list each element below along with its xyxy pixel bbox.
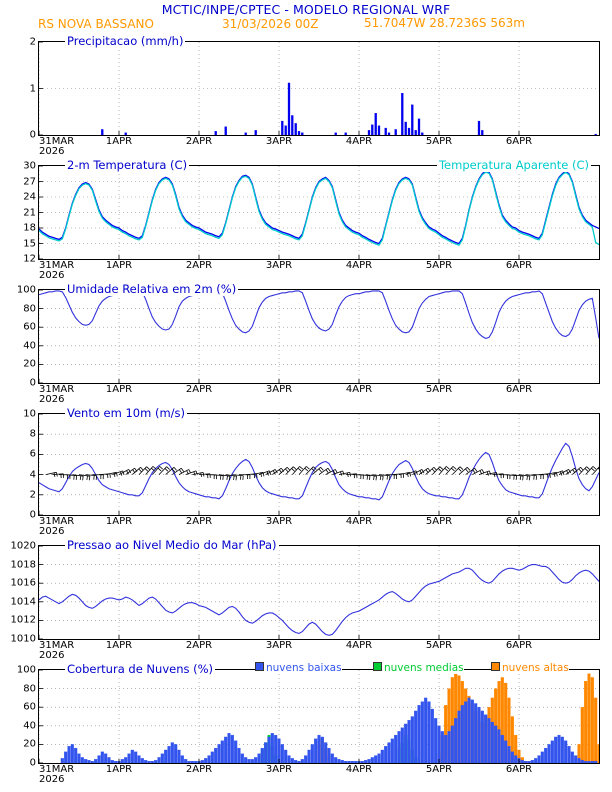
chart-panel-4 — [10, 538, 600, 661]
x-tick-label: 6APR — [505, 260, 533, 271]
x-tick-label: 31MAR — [39, 764, 75, 775]
x-tick-label: 2APR — [185, 136, 213, 147]
y-tick-label: 100 — [16, 284, 36, 296]
x-tick-label: 2APR — [185, 764, 213, 775]
x-tick-label: 1APR — [105, 640, 133, 651]
panel-title-4: Pressao ao Nivel Medio do Mar (hPa) — [67, 538, 277, 552]
y-tick-label: 8 — [29, 428, 36, 440]
x-tick-label: 3APR — [265, 260, 293, 271]
y-tick-label: 10 — [23, 408, 36, 420]
x-axis-year: 2026 — [39, 146, 65, 157]
x-tick-label: 4APR — [345, 640, 373, 651]
legend-item-1 — [373, 662, 464, 674]
y-tick-label: 40 — [23, 720, 36, 732]
legend-swatch-0 — [255, 662, 264, 671]
x-tick-label: 31MAR — [39, 516, 75, 527]
y-tick-label: 80 — [23, 683, 36, 695]
y-tick-label: 1016 — [10, 577, 36, 589]
x-tick-label: 3APR — [265, 384, 293, 395]
x-tick-label: 5APR — [425, 764, 453, 775]
y-tick-label: 4 — [29, 469, 36, 481]
x-tick-label: 31MAR — [39, 260, 75, 271]
x-axis-year: 2026 — [39, 270, 65, 281]
y-tick-label: 30 — [23, 160, 36, 172]
y-tick-label: 0 — [29, 757, 36, 769]
x-tick-label: 3APR — [265, 516, 293, 527]
x-tick-label: 5APR — [425, 384, 453, 395]
x-tick-label: 1APR — [105, 260, 133, 271]
y-tick-label: 18 — [23, 222, 36, 234]
x-axis-year: 2026 — [39, 774, 65, 785]
y-tick-label: 15 — [23, 238, 36, 249]
station-coords: 51.7047W 28.7236S 563m — [364, 16, 525, 30]
x-tick-label: 31MAR — [39, 136, 75, 147]
x-tick-label: 5APR — [425, 516, 453, 527]
x-tick-label: 4APR — [345, 764, 373, 775]
legend-item-0 — [255, 662, 342, 674]
legend-label-2: nuvens altas — [502, 662, 569, 674]
y-tick-label: 2 — [29, 489, 36, 501]
y-tick-label: 100 — [16, 664, 36, 676]
chart-panel-1 — [23, 158, 600, 281]
chart-panel-0 — [29, 34, 600, 157]
y-tick-label: 60 — [23, 701, 36, 713]
panel-title-3: Vento em 10m (m/s) — [67, 406, 186, 420]
x-tick-label: 5APR — [425, 640, 453, 651]
y-tick-label: 0 — [29, 509, 36, 521]
y-tick-label: 40 — [23, 340, 36, 352]
x-axis-year: 2026 — [39, 650, 65, 661]
x-tick-label: 4APR — [345, 260, 373, 271]
x-axis-year: 2026 — [39, 526, 65, 537]
y-tick-label: 2 — [29, 36, 36, 48]
y-tick-label: 20 — [23, 738, 36, 750]
legend-label-1: nuvens medias — [384, 662, 464, 674]
y-tick-label: 1018 — [10, 559, 36, 571]
y-tick-label: 0 — [29, 377, 36, 389]
x-tick-label: 31MAR — [39, 640, 75, 651]
x-tick-label: 1APR — [105, 136, 133, 147]
y-tick-label: 24 — [23, 191, 36, 203]
y-tick-label: 1014 — [10, 596, 36, 608]
y-tick-label: 27 — [23, 176, 36, 187]
run-date: 31/03/2026 00Z — [222, 17, 319, 31]
y-tick-label: 80 — [23, 303, 36, 315]
x-tick-label: 6APR — [505, 136, 533, 147]
x-tick-label: 2APR — [185, 516, 213, 527]
legend-label-0: nuvens baixas — [266, 662, 342, 674]
x-tick-label: 4APR — [345, 136, 373, 147]
x-tick-label: 4APR — [345, 384, 373, 395]
x-tick-label: 5APR — [425, 136, 453, 147]
x-tick-label: 5APR — [425, 260, 453, 271]
y-tick-label: 1010 — [10, 633, 36, 645]
y-tick-label: 20 — [23, 358, 36, 370]
y-tick-label: 1020 — [10, 540, 36, 552]
chart-panel-2 — [16, 282, 600, 405]
x-axis-year: 2026 — [39, 394, 65, 405]
x-tick-label: 6APR — [505, 384, 533, 395]
y-tick-label: 60 — [23, 321, 36, 333]
x-tick-label: 1APR — [105, 764, 133, 775]
legend-item-2 — [491, 662, 569, 674]
x-tick-label: 1APR — [105, 384, 133, 395]
station-name: RS NOVA BASSANO — [38, 17, 154, 31]
x-tick-label: 2APR — [185, 384, 213, 395]
chart-panel-3 — [23, 406, 600, 537]
x-tick-label: 3APR — [265, 640, 293, 651]
x-tick-label: 31MAR — [39, 384, 75, 395]
panel-title-0: Precipitacao (mm/h) — [67, 34, 184, 48]
y-tick-label: 1012 — [10, 614, 36, 626]
x-tick-label: 4APR — [345, 516, 373, 527]
x-tick-label: 6APR — [505, 640, 533, 651]
x-tick-label: 2APR — [185, 640, 213, 651]
chart-panel-5 — [16, 662, 600, 785]
panel-title-5: Cobertura de Nuvens (%) — [67, 662, 214, 676]
y-tick-label: 0 — [29, 129, 36, 141]
panel-title-1: 2-m Temperatura (C) — [67, 158, 188, 172]
y-tick-label: 21 — [23, 207, 36, 218]
panel-title-2: Umidade Relativa em 2m (%) — [67, 282, 237, 296]
legend-swatch-1 — [373, 662, 382, 671]
x-tick-label: 1APR — [105, 516, 133, 527]
page-title: MCTIC/INPE/CPTEC - MODELO REGIONAL WRF — [161, 2, 451, 17]
x-tick-label: 3APR — [265, 136, 293, 147]
x-tick-label: 6APR — [505, 764, 533, 775]
y-tick-label: 1 — [29, 83, 36, 94]
y-tick-label: 6 — [29, 448, 36, 460]
x-tick-label: 2APR — [185, 260, 213, 271]
x-tick-label: 3APR — [265, 764, 293, 775]
x-tick-label: 6APR — [505, 516, 533, 527]
legend-swatch-2 — [491, 662, 500, 671]
panel-title-secondary-1: Temperatura Aparente (C) — [438, 158, 589, 172]
y-tick-label: 12 — [23, 253, 36, 265]
